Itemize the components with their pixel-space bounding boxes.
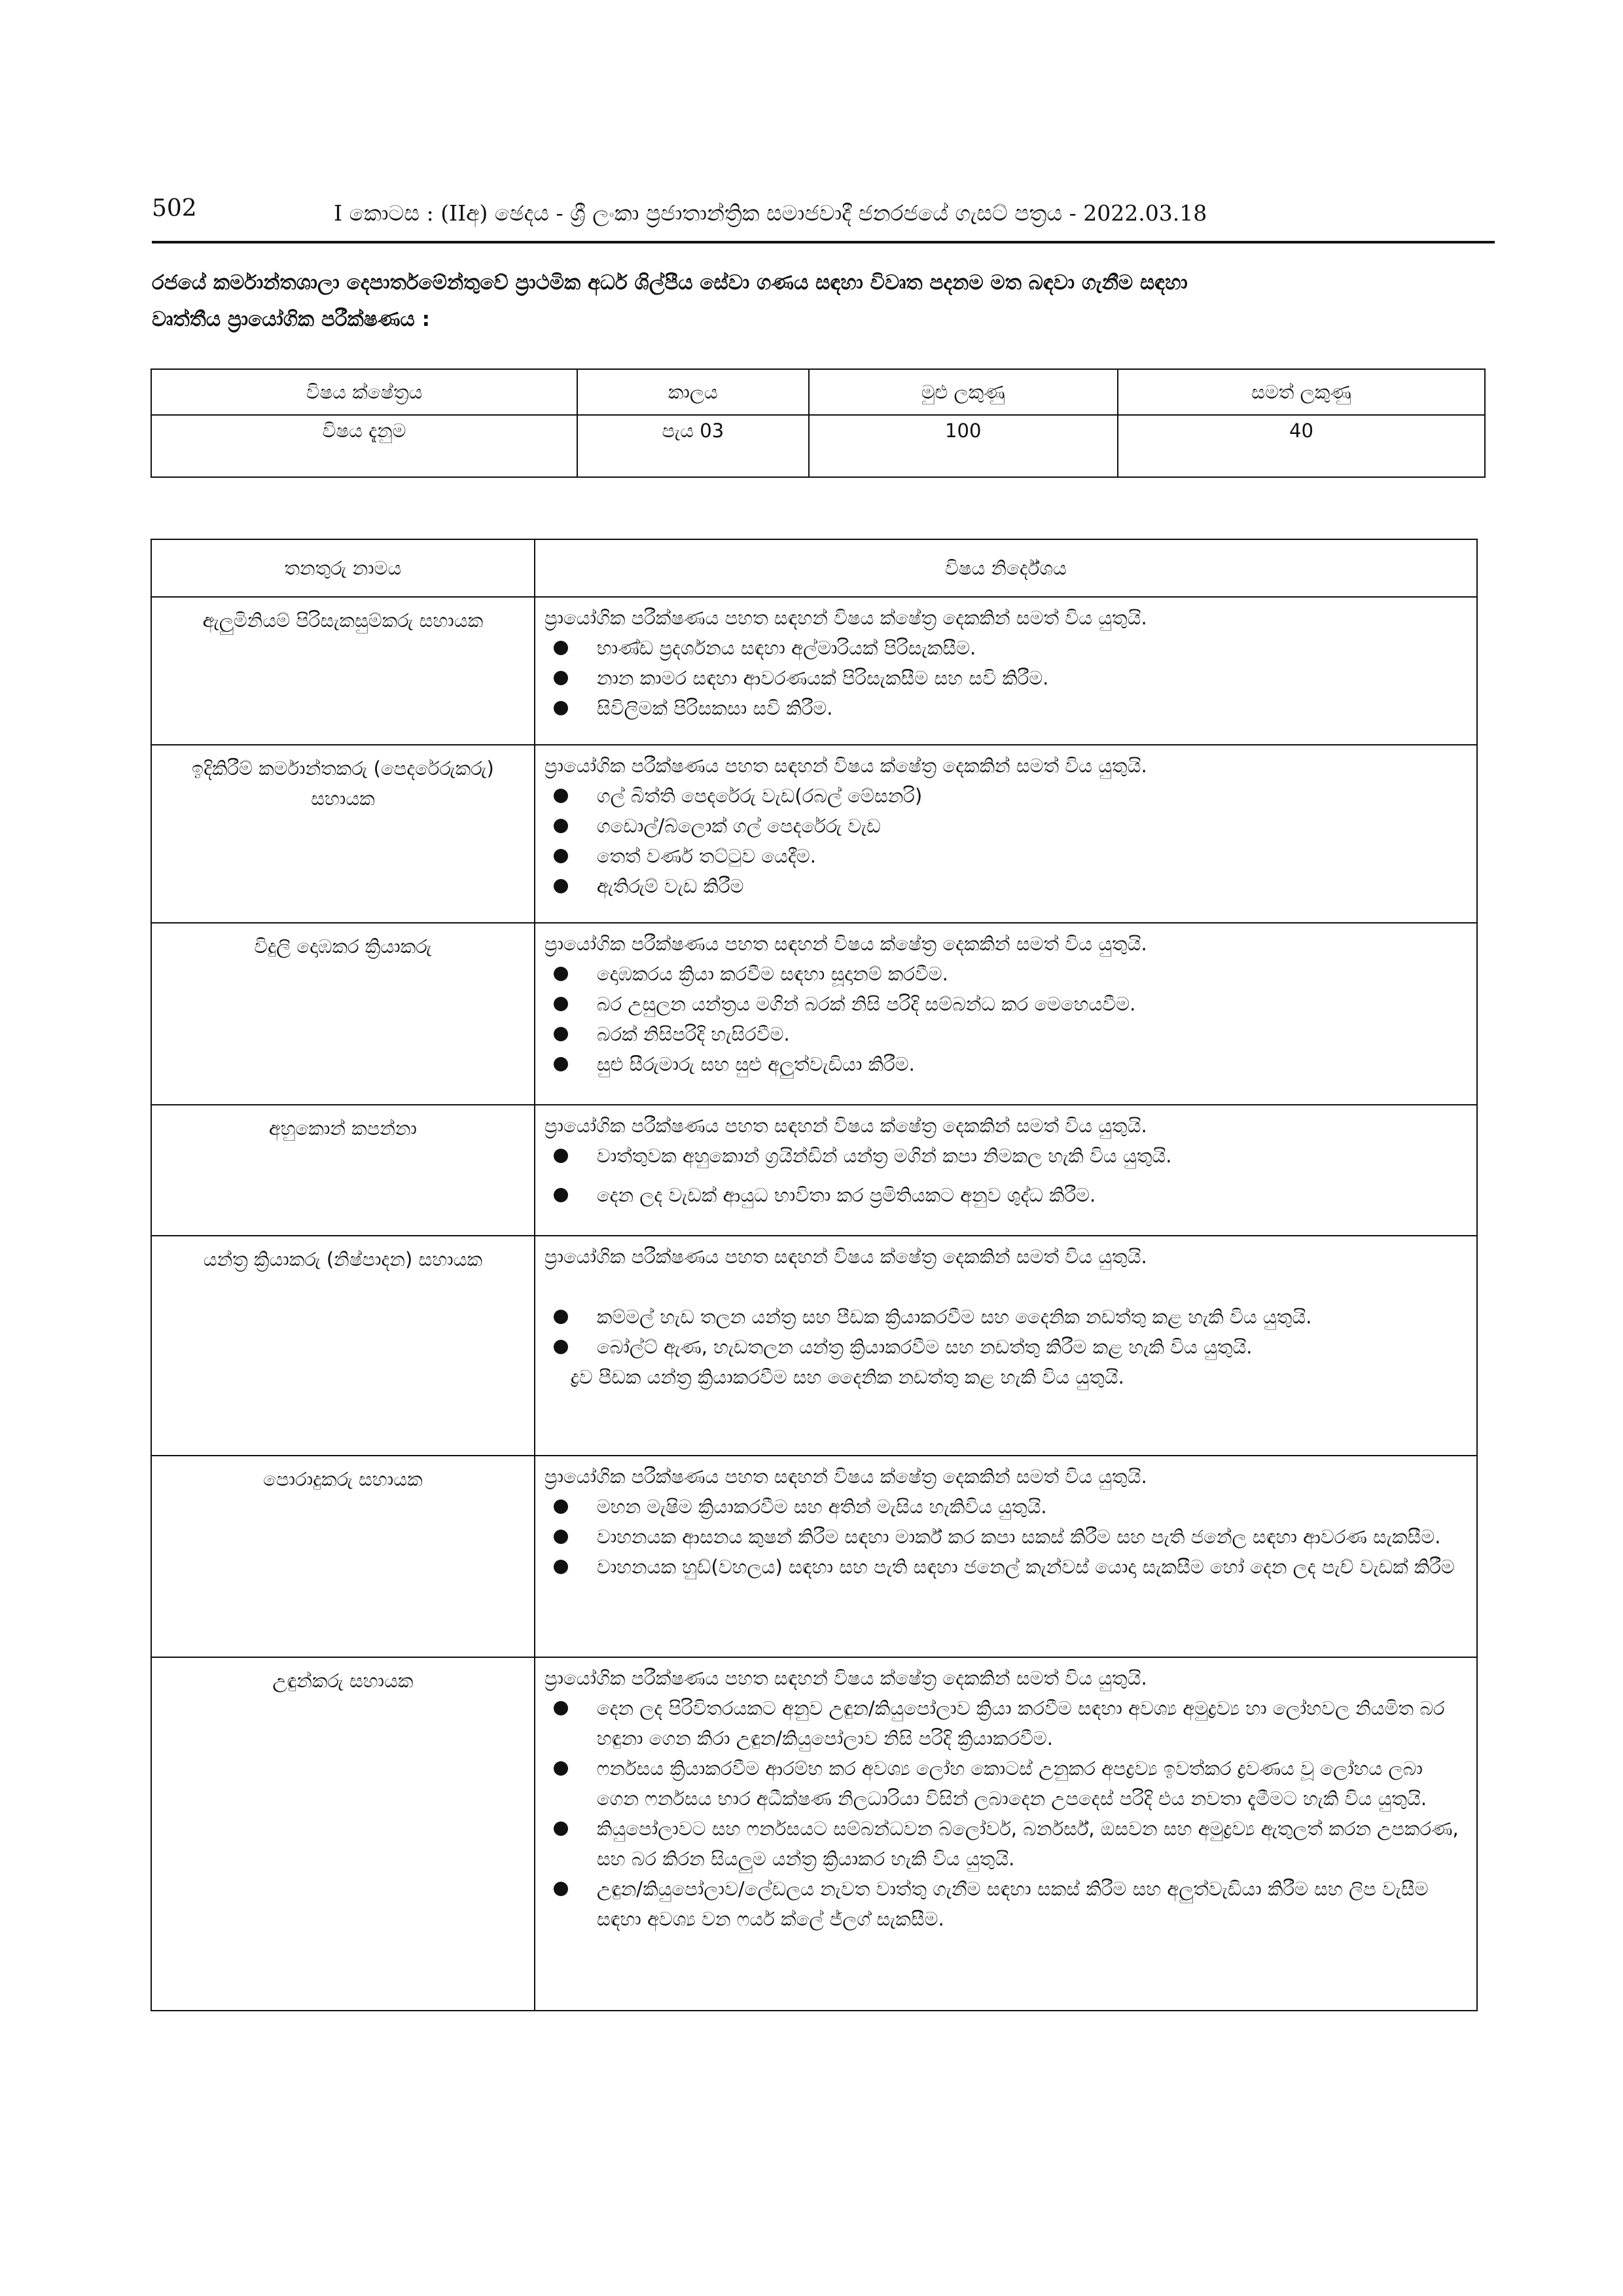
post-name: විදුලි දොඹකර ක්‍රියාකරු — [151, 923, 535, 1105]
section-heading — [152, 264, 1487, 338]
bullet-icon — [554, 967, 568, 981]
post-name: ඉදිකිරීම් කර්මාන්තකරු (පෙදරේරුකරු) සහායක — [151, 745, 535, 923]
bullet-icon — [554, 1530, 568, 1544]
header-cell: සමත් ලකුණු — [1118, 369, 1485, 415]
post-name: අහුකොන් කපන්නා — [151, 1105, 535, 1236]
list-item: මහන මැෂිම ක්‍රියාකරවීම සහ අතින් මැසිය හැකිවිය යුතුයි. — [544, 1492, 1467, 1522]
marks-table — [151, 368, 1486, 478]
list-item: සුළු සීරුමාරු සහ සුළු අලුත්වැඩියා කිරීම. — [544, 1049, 1467, 1079]
header-divider — [152, 241, 1495, 243]
list-item: වාහනයක හුඩ්(වහලය) සඳහා සහ පැති සඳහා ජනෙල් කැන්වස් යොදා සැකසීම හෝ දෙන ලද පැච් වැඩක් කිරීම — [544, 1552, 1467, 1582]
post-name: උඳුන්කරු සහායක — [151, 1657, 535, 2011]
list-item: දොඹකරය ක්‍රියා කරවීම සඳහා සූදානම් කරවීම. — [544, 959, 1467, 989]
list-item: වාත්තුවක අහුකොන් ග්‍රයින්ඩින් යන්ත්‍ර මගින් කපා නිමකල හැකි විය යුතුයි. — [544, 1141, 1467, 1171]
table-row — [151, 1657, 1477, 2011]
list-item: බර උසුලන යන්ත්‍රය මගින් බරක් නිසි පරිදි සම්බන්ධ කර මෙහෙයවීම. — [544, 989, 1467, 1019]
syllabus-cell — [535, 1456, 1477, 1657]
bullet-icon — [554, 1057, 568, 1071]
list-item: ගල් බිත්ති පෙදරේරු වැඩ(රබල් මේසනරි) — [544, 781, 1467, 811]
bullet-icon — [554, 671, 568, 685]
header-cell: මුළු ලකුණු — [809, 369, 1118, 415]
list-item: බරක් නිසිපරිදි හැසිරවීම. — [544, 1019, 1467, 1049]
syllabus-list — [544, 1302, 1467, 1362]
bullet-icon — [554, 1761, 568, 1776]
syllabus-cell — [535, 1657, 1477, 2011]
syllabus-lead: ප්‍රායෝගික පරීක්ෂණය පහත සඳහන් විෂය ක්ෂේත්‍ර දෙකකින් සමත් විය යුතුයි. — [544, 1115, 1147, 1137]
syllabus-lead: ප්‍රායෝගික පරීක්ෂණය පහත සඳහන් විෂය ක්ෂේත්‍ර දෙකකින් සමත් විය යුතුයි. — [544, 607, 1147, 629]
syllabus-lead: ප්‍රායෝගික පරීක්ෂණය පහත සඳහන් විෂය ක්ෂේත්‍ර දෙකකින් සමත් විය යුතුයි. — [544, 1667, 1147, 1689]
syllabus-list — [544, 781, 1467, 901]
bullet-icon — [554, 1310, 568, 1324]
table-row — [151, 1456, 1477, 1657]
bullet-icon — [554, 1188, 568, 1202]
bullet-icon — [554, 1560, 568, 1574]
post-name: ඇලුමිනියම් පිරිසැකසුම්කරු සහායක — [151, 597, 535, 745]
table-row — [151, 415, 1485, 477]
table-row — [151, 1105, 1477, 1236]
bullet-icon — [554, 997, 568, 1011]
header-cell: විෂය නිර්දේශය — [535, 539, 1477, 597]
bullet-icon — [554, 1882, 568, 1896]
section-heading-line: රජයේ කර්මාන්තශාලා දෙපාර්තමේන්තුවේ ප්‍රාථමික අර්ධ ශිල්පීය සේවා ගණය සඳහා විවෘත පදනම මත බඳවා ගැනීම සඳහා — [152, 271, 1188, 295]
list-item: දෙන ලද පිරිවිතරයකට අනුව උඳුන/කියුපෝලාව ක්‍රියා කරවීම සඳහා අවශ්‍ය අමුද්‍රව්‍ය හා ලෝහවල නියමිත බර හඳුනා ගෙන කිරා උඳුන/කියුපෝලාව නිසි පරිදි ක්‍රියාකරවීම. — [544, 1693, 1467, 1753]
post-name: පොරාදුකරු සහායක — [151, 1456, 535, 1657]
list-item: දෙන ලද වැඩක් ආයුධ භාවිතා කර ප්‍රමිතියකට අනුව ශුද්ධ කිරීම. — [544, 1180, 1467, 1210]
bullet-icon — [554, 879, 568, 893]
table-row — [151, 923, 1477, 1105]
bullet-icon — [554, 1821, 568, 1836]
syllabus-lead: ප්‍රායෝගික පරීක්ෂණය පහත සඳහන් විෂය ක්ෂේත්‍ර දෙකකින් සමත් විය යුතුයි. — [544, 1465, 1147, 1488]
syllabus-list — [544, 1492, 1467, 1582]
bullet-icon — [554, 819, 568, 833]
section-heading-line: වෘත්තීය ප්‍රායෝගික පරීක්ෂණය : — [152, 308, 430, 331]
syllabus-table-header — [151, 539, 1477, 597]
table-row — [151, 745, 1477, 923]
table-cell: පැය 03 — [577, 415, 808, 477]
syllabus-list — [544, 1141, 1467, 1210]
list-item: ෆර්නසය ක්‍රියාකරවීම ආරම්භ කර අවශ්‍ය ලෝහ කොටස් උනුකර අපද්‍රව්‍ය ඉවත්කර ද්‍රවණය වූ ලෝහය ලබා ගෙන ෆර්නසය භාර අධීක්ෂණ නිලධාරියා විසින් ලබාදෙන උපදෙස් පරිදි එය නවතා දැමීමට හැකි විය යුතුයි. — [544, 1753, 1467, 1814]
table-cell: විෂය දැනුම — [151, 415, 577, 477]
list-item: ඇතිරුම් වැඩ කිරීම — [544, 871, 1467, 901]
list-item: කියුපෝලාවට සහ ෆර්නසයට සම්බන්ධවන බ්ලෝවර්, බර්නර්ස්, ඔසවන සහ අමුද්‍රව්‍ය ඇතුලත් කරන උපකරණ, සහ බර කිරන සියලුම යන්ත්‍ර ක්‍රියාකර හැකි විය යුතුයි. — [544, 1814, 1467, 1874]
bullet-icon — [554, 1027, 568, 1041]
syllabus-cell — [535, 923, 1477, 1105]
syllabus-cell — [535, 1105, 1477, 1236]
syllabus-list — [544, 1693, 1467, 1934]
bullet-icon — [554, 849, 568, 863]
list-item: නාන කාමර සඳහා ආවරණයක් පිරිසැකසීම සහ සවි කිරීම. — [544, 663, 1467, 693]
list-item: කම්මල් හැඩ තලන යන්ත්‍ර සහ පීඩක ක්‍රියාකරවීම සහ දෛනික නඩත්තු කළ හැකි විය යුතුයි. — [544, 1302, 1467, 1332]
list-item: තෙත් වර්ණ තට්ටුව යෙදීම. — [544, 841, 1467, 871]
list-item: භාණ්ඩ ප්‍රදර්ශනය සඳහා අල්මාරියක් පිරිසැකසීම. — [544, 633, 1467, 663]
table-row — [151, 597, 1477, 745]
post-name: යන්ත්‍ර ක්‍රියාකරු (නිෂ්පාදන) සහායක — [151, 1236, 535, 1456]
page-header — [152, 191, 1492, 243]
header-cell: තනතුරු නාමය — [151, 539, 535, 597]
bullet-icon — [554, 1149, 568, 1163]
table-cell: 40 — [1118, 415, 1485, 477]
list-item: වාහනයක ආසනය කුෂන් කිරීම සඳහා මාර්ක් කර කපා සකස් කිරීම සහ පැති ජනේල සඳහා ආවරණ සැකසීම. — [544, 1522, 1467, 1552]
syllabus-list — [544, 633, 1467, 723]
header-cell: කාලය — [577, 369, 808, 415]
list-item: සිවිලිමක් පිරිසකසා සවි කිරීම. — [544, 693, 1467, 723]
list-item: බෝල්ට් ඇණ, හැඩතලන යන්ත්‍ර ක්‍රියාකරවීම සහ නඩත්තු කිරීම කළ හැකි විය යුතුයි. — [544, 1332, 1467, 1362]
list-item: ගඩොල්/බ්ලොක් ගල් පෙදරේරු වැඩ — [544, 811, 1467, 841]
syllabus-lead: ප්‍රායෝගික පරීක්ෂණය පහත සඳහන් විෂය ක්ෂේත්‍ර දෙකකින් සමත් විය යුතුයි. — [544, 1246, 1147, 1268]
syllabus-cell — [535, 745, 1477, 923]
syllabus-cell — [535, 1236, 1477, 1456]
list-item-continuation: ද්‍රව පීඩක යන්ත්‍ර ක්‍රියාකරවීම සහ දෛනික නඩත්තු කළ හැකි විය යුතුයි. — [570, 1366, 1124, 1388]
table-cell: 100 — [809, 415, 1118, 477]
bullet-icon — [554, 1499, 568, 1514]
syllabus-list — [544, 959, 1467, 1079]
bullet-icon — [554, 641, 568, 655]
table-row — [151, 1236, 1477, 1456]
bullet-icon — [554, 1701, 568, 1715]
syllabus-cell — [535, 597, 1477, 745]
marks-table-header — [151, 369, 1485, 415]
bullet-icon — [554, 701, 568, 715]
header-cell: විෂය ක්ෂේත්‍රය — [151, 369, 577, 415]
bullet-icon — [554, 1340, 568, 1354]
syllabus-lead: ප්‍රායෝගික පරීක්ෂණය පහත සඳහන් විෂය ක්ෂේත්‍ර දෙකකින් සමත් විය යුතුයි. — [544, 933, 1147, 955]
bullet-icon — [554, 789, 568, 803]
syllabus-table — [151, 539, 1478, 2011]
gazette-title: I කොටස : (IIඅ) ඡෙදය - ශ්‍රී ලංකා ප්‍රජාතාන්ත්‍රික සමාජවාදී ජනරජයේ ගැසට් පත්‍රය - 2022.03.18 — [334, 200, 1207, 226]
list-item: උඳුන/කියුපෝලාව/ලේඩලය නැවත වාත්තු ගැනීම සඳහා සකස් කිරීම සහ අලුත්වැඩියා කිරීම සහ ලිප වැසීම සඳහා අවශ්‍ය වන ෆයර් ක්ලේ ජ්ලග් සැකසීම. — [544, 1874, 1467, 1934]
syllabus-lead: ප්‍රායෝගික පරීක්ෂණය පහත සඳහන් විෂය ක්ෂේත්‍ර දෙකකින් සමත් විය යුතුයි. — [544, 755, 1147, 777]
page-number: 502 — [152, 195, 197, 222]
